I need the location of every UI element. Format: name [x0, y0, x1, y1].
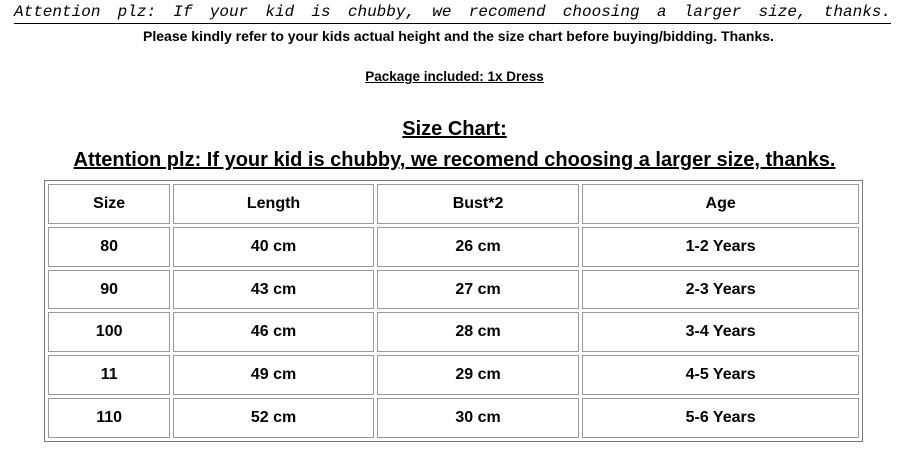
table-row [48, 270, 859, 310]
cell-bust: 29 cm [377, 355, 580, 395]
cell-length: 43 cm [173, 270, 374, 310]
cell-bust: 27 cm [377, 270, 580, 310]
cell-length: 49 cm [173, 355, 374, 395]
notice-word: your [209, 3, 249, 21]
table-row [48, 227, 859, 267]
cell-length: 46 cm [173, 312, 374, 352]
notice-word: we [432, 3, 452, 21]
package-included-text: Package included: 1x Dress [365, 69, 544, 84]
cell-age: 1-2 Years [582, 227, 859, 267]
table-row [48, 355, 859, 395]
cell-size: 90 [48, 270, 170, 310]
notice-word: kid [265, 3, 295, 21]
notice-word: size, [758, 3, 807, 21]
notice-word: plz: [117, 3, 157, 21]
cell-age: 5-6 Years [582, 398, 859, 438]
cell-size: 80 [48, 227, 170, 267]
notice-word: a [656, 3, 667, 21]
cell-bust: 26 cm [377, 227, 580, 267]
cell-age: 4-5 Years [582, 355, 859, 395]
cell-length: 52 cm [173, 398, 374, 438]
top-attention-notice [14, 2, 891, 24]
notice-word: chubby, [347, 3, 416, 21]
table-header-row [48, 184, 859, 224]
notice-word: If [173, 3, 193, 21]
size-chart-table [44, 180, 863, 442]
cell-bust: 30 cm [377, 398, 580, 438]
header-age: Age [582, 184, 859, 224]
cell-age: 2-3 Years [582, 270, 859, 310]
table-row [48, 398, 859, 438]
notice-word: thanks. [823, 3, 891, 21]
cell-size: 110 [48, 398, 170, 438]
cell-length: 40 cm [173, 227, 374, 267]
table-row [48, 312, 859, 352]
cell-age: 3-4 Years [582, 312, 859, 352]
cell-size: 100 [48, 312, 170, 352]
notice-word: choosing [562, 3, 640, 21]
header-size: Size [48, 184, 170, 224]
cell-bust: 28 cm [377, 312, 580, 352]
notice-word: larger [683, 3, 742, 21]
notice-word: recomend [468, 3, 546, 21]
header-bust: Bust*2 [377, 184, 580, 224]
notice-word: Attention [14, 3, 101, 21]
notice-word: is [311, 3, 331, 21]
size-chart-attention: Attention plz: If your kid is chubby, we recomend choosing a larger size, thanks. [73, 149, 836, 171]
size-chart-title: Size Chart: [402, 118, 507, 140]
cell-size: 11 [48, 355, 170, 395]
header-length: Length [173, 184, 374, 224]
size-reference-notice: Please kindly refer to your kids actual height and the size chart before buying/bidding. Thanks. [143, 28, 774, 44]
